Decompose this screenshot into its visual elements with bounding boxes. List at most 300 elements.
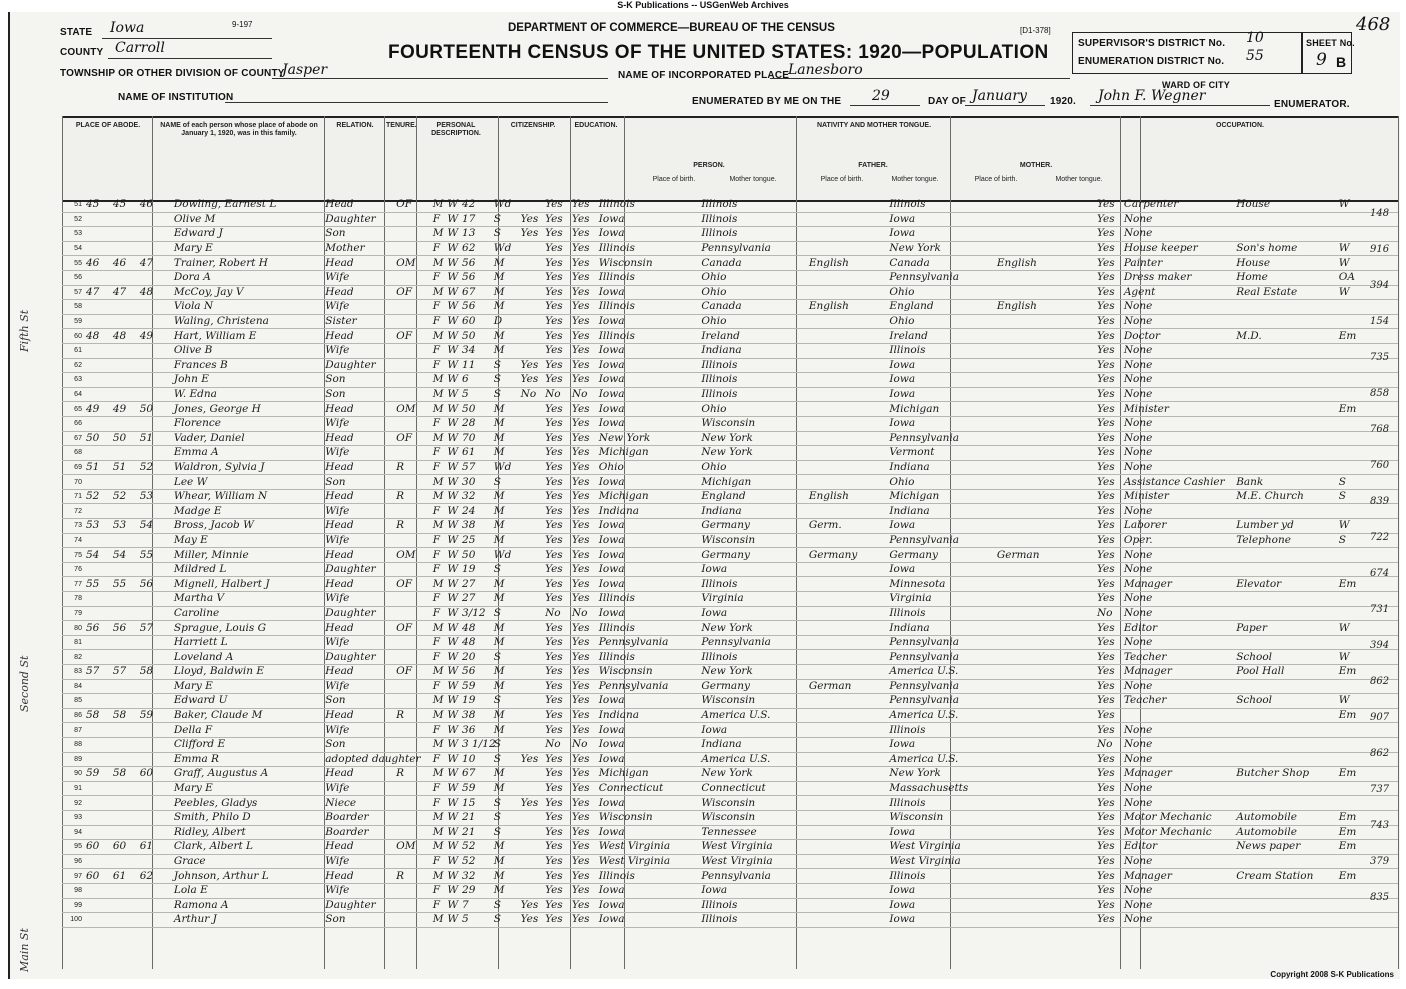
cell-eng: Yes [1095, 825, 1122, 840]
cell-visit [138, 825, 172, 840]
cell-cls: OA [1337, 270, 1398, 285]
cell-read: Yes [543, 592, 570, 607]
cell-mtongue [995, 679, 1095, 694]
cell-birth: Iowa [597, 796, 700, 811]
cell-eng: Yes [1095, 577, 1122, 592]
cell-visit [138, 592, 172, 607]
cell-ind [1234, 737, 1337, 752]
cell-eng: Yes [1095, 708, 1122, 723]
cell-sex: F [431, 898, 446, 913]
cell-ftongue [807, 723, 888, 738]
cell-family [111, 475, 138, 490]
cell-name: Clark, Albert L [172, 840, 323, 855]
margin-note: 835 [1370, 892, 1390, 903]
cell-ms: M [492, 504, 519, 519]
cell-ftongue [807, 869, 888, 884]
cell-cls: S [1337, 475, 1398, 490]
cell-eng: Yes [1095, 460, 1122, 475]
cell-birth: Illinois [597, 621, 700, 636]
cell-visit [138, 883, 172, 898]
cell-ms: S [492, 898, 519, 913]
cell-rel: Head [323, 329, 394, 344]
cell-read: No [543, 737, 570, 752]
sheet-label: SHEET No. [1306, 38, 1355, 48]
cell-sex: M [432, 475, 444, 488]
cell-mbirth: Pennsylvania [887, 533, 994, 548]
col-father-tongue: Mother tongue. [891, 176, 939, 183]
cell-mtongue [995, 913, 1095, 928]
cell-family [111, 504, 138, 519]
cell-mtongue: English [995, 300, 1095, 315]
cell-ind [1234, 416, 1337, 431]
cell-read: Yes [543, 460, 570, 475]
cell-name: Mary E [172, 781, 323, 796]
cell-race: W [447, 388, 459, 401]
cell-eng: Yes [1095, 752, 1122, 767]
cell-name: Ramona A [172, 898, 323, 913]
cell-dwelling [84, 825, 111, 840]
cell-mtongue [995, 373, 1095, 388]
cell-ftongue [807, 387, 888, 402]
cell-mbirth: Illinois [887, 869, 994, 884]
column-header [62, 116, 1398, 202]
cell-line: 66 [62, 416, 84, 431]
cell-ind [1234, 460, 1337, 475]
cell-dwelling [84, 446, 111, 461]
cell-ftongue [807, 227, 888, 242]
cell-mtongue [995, 329, 1095, 344]
cell-dwelling [84, 592, 111, 607]
col-citizenship: CITIZENSHIP. [510, 122, 556, 129]
cell-birth: Illinois [597, 300, 700, 315]
cell-mtongue [995, 460, 1095, 475]
cell-birth: Wisconsin [597, 665, 700, 680]
cell-tenure: R [394, 460, 431, 475]
cell-sex: M [432, 869, 444, 882]
cell-ftongue [807, 577, 888, 592]
cell-mbirth: Pennsylvania [887, 431, 994, 446]
cell-age: 52 [460, 854, 492, 869]
cell-line: 96 [62, 854, 84, 869]
cell-sch [519, 592, 543, 607]
cell-fbirth: Indiana [699, 504, 806, 519]
col-name: NAME of each person whose place of abode on January 1, 1920, was in this family. [160, 122, 318, 137]
cell-sex: M [432, 490, 444, 503]
cell-mtongue [995, 227, 1095, 242]
cell-visit: 51 [138, 431, 172, 446]
institution-label: NAME OF INSTITUTION [118, 92, 234, 103]
cell-occ: Assistance Cashier [1122, 475, 1234, 490]
cell-fbirth: Iowa [699, 562, 806, 577]
cell-cls: W [1337, 285, 1398, 300]
cell-write: Yes [570, 810, 597, 825]
cell-birth: West Virginia [597, 854, 700, 869]
cell-visit: 50 [138, 402, 172, 417]
cell-age: 30 [460, 475, 492, 490]
copyright-notice: Copyright 2008 S-K Publications [1270, 970, 1394, 979]
cell-fbirth: Michigan [699, 475, 806, 490]
cell-mtongue [995, 665, 1095, 680]
cell-age: 6 [460, 373, 492, 388]
cell-ms: M [492, 869, 519, 884]
cell-write: Yes [570, 373, 597, 388]
cell-ind [1234, 402, 1337, 417]
cell-rel: Wife [323, 781, 394, 796]
cell-cls: Em [1337, 840, 1398, 855]
margin-note: 737 [1370, 784, 1390, 795]
cell-ms: M [492, 635, 519, 650]
cell-ind: School [1234, 650, 1337, 665]
cell-name: Waldron, Sylvia J [172, 460, 323, 475]
cell-fbirth: West Virginia [699, 840, 806, 855]
cell-occ: None [1122, 562, 1234, 577]
cell-dwelling [84, 373, 111, 388]
supervisor-label: SUPERVISOR'S DISTRICT No. [1078, 38, 1226, 49]
cell-mbirth: Iowa [887, 883, 994, 898]
cell-ftongue [807, 431, 888, 446]
cell-birth: Iowa [597, 694, 700, 709]
cell-ms: M [492, 489, 519, 504]
cell-sch [519, 548, 543, 563]
cell-occ: Carpenter [1122, 198, 1234, 212]
cell-birth: Iowa [597, 752, 700, 767]
cell-race: W [447, 256, 459, 269]
cell-race: W [447, 811, 459, 824]
cell-fbirth: New York [699, 665, 806, 680]
place-value: Lanesboro [788, 62, 863, 78]
cell-tenure [394, 854, 431, 869]
cell-rel: Wife [323, 723, 394, 738]
cell-name: Caroline [172, 606, 323, 621]
cell-eng: Yes [1095, 489, 1122, 504]
cell-age: 38 [460, 708, 492, 723]
cell-line: 87 [62, 723, 84, 738]
cell-line: 95 [62, 840, 84, 855]
cell-ind: Automobile [1234, 825, 1337, 840]
cell-occ: None [1122, 343, 1234, 358]
cell-sex: M [432, 767, 444, 780]
cell-ind: Butcher Shop [1234, 767, 1337, 782]
cell-tenure: OM [394, 402, 431, 417]
cell-line: 54 [62, 241, 84, 256]
cell-sex: M [432, 738, 444, 751]
cell-eng: Yes [1095, 854, 1122, 869]
cell-mtongue [995, 898, 1095, 913]
cell-ftongue [807, 694, 888, 709]
cell-line: 86 [62, 708, 84, 723]
corner-number: 468 [1356, 14, 1391, 35]
cell-ms: S [492, 475, 519, 490]
cell-family [111, 825, 138, 840]
cell-occ: None [1122, 737, 1234, 752]
cell-write: Yes [570, 533, 597, 548]
cell-ftongue [807, 767, 888, 782]
cell-cls: Em [1337, 577, 1398, 592]
cell-mtongue [995, 840, 1095, 855]
margin-note: 760 [1370, 460, 1390, 471]
cell-read: Yes [543, 446, 570, 461]
cell-sch [519, 577, 543, 592]
cell-sex: M [432, 840, 444, 853]
cell-write: Yes [570, 592, 597, 607]
cell-dwelling [84, 227, 111, 242]
cell-visit [138, 679, 172, 694]
cell-dwelling: 60 [84, 840, 111, 855]
cell-write: Yes [570, 913, 597, 928]
cell-line: 94 [62, 825, 84, 840]
cell-sex: F [431, 270, 446, 285]
cell-fbirth: West Virginia [699, 854, 806, 869]
cell-dwelling [84, 781, 111, 796]
cell-birth: Iowa [597, 519, 700, 534]
cell-ms: D [492, 314, 519, 329]
cell-ftongue [807, 592, 888, 607]
table-row [62, 854, 1398, 869]
cell-rel: Son [323, 737, 394, 752]
cell-family: 58 [111, 767, 138, 782]
cell-occ: Dress maker [1122, 270, 1234, 285]
cell-write: Yes [570, 635, 597, 650]
cell-dwelling: 55 [84, 577, 111, 592]
table-row [62, 694, 1398, 709]
cell-ms: S [492, 562, 519, 577]
cell-sex: F [431, 883, 446, 898]
cell-rel: Son [323, 387, 394, 402]
margin-note: 743 [1370, 820, 1390, 831]
cell-mbirth: Pennsylvania [887, 635, 994, 650]
cell-race: W [447, 431, 459, 444]
cell-occ: None [1122, 796, 1234, 811]
cell-race: W [447, 709, 459, 722]
cell-sex: F [431, 358, 446, 373]
cell-sch [519, 256, 543, 271]
cell-mbirth: England [887, 300, 994, 315]
cell-ms: Wd [492, 241, 519, 256]
cell-ind: House [1234, 256, 1337, 271]
cell-ms: S [492, 752, 519, 767]
county-label: COUNTY [60, 47, 104, 58]
cell-visit [138, 475, 172, 490]
cell-ftongue [807, 898, 888, 913]
cell-mbirth: America U.S. [887, 708, 994, 723]
margin-note: 768 [1370, 424, 1390, 435]
cell-read: Yes [543, 300, 570, 315]
cell-sch: Yes [519, 796, 543, 811]
cell-ind [1234, 723, 1337, 738]
cell-ftongue [807, 329, 888, 344]
cell-family [111, 300, 138, 315]
cell-age: 50 [460, 402, 492, 417]
cell-visit [138, 650, 172, 665]
cell-age: 10 [460, 752, 492, 767]
cell-name: Arthur J [172, 913, 323, 928]
cell-race: W [447, 796, 459, 809]
cell-line: 73 [62, 519, 84, 534]
cell-line: 70 [62, 475, 84, 490]
cell-sch [519, 504, 543, 519]
cell-sex: F [431, 679, 446, 694]
cell-rel: Sister [323, 314, 394, 329]
cell-name: Mary E [172, 679, 323, 694]
cell-ms: M [492, 519, 519, 534]
cell-sch: Yes [519, 898, 543, 913]
col-tenure: TENURE. [386, 122, 417, 129]
cell-dwelling: 57 [84, 665, 111, 680]
cell-rel: Wife [323, 679, 394, 694]
cell-age: 3/12 [460, 606, 492, 621]
cell-sch [519, 883, 543, 898]
cell-mbirth: New York [887, 767, 994, 782]
census-table [62, 198, 1398, 928]
cell-line: 72 [62, 504, 84, 519]
cell-rel: Niece [323, 796, 394, 811]
cell-write: Yes [570, 402, 597, 417]
cell-name: Ridley, Albert [172, 825, 323, 840]
cell-read: Yes [543, 577, 570, 592]
cell-tenure [394, 475, 431, 490]
cell-line: 75 [62, 548, 84, 563]
margin-note: 735 [1370, 352, 1390, 363]
cell-fbirth: Illinois [699, 358, 806, 373]
cell-mbirth: Pennsylvania [887, 270, 994, 285]
cell-sex: F [431, 650, 446, 665]
cell-ms: S [492, 227, 519, 242]
cell-family: 53 [111, 519, 138, 534]
cell-fbirth: Wisconsin [699, 810, 806, 825]
cell-mtongue [995, 285, 1095, 300]
col-occupation: OCCUPATION. [1216, 122, 1264, 129]
table-row [62, 883, 1398, 898]
cell-write: Yes [570, 679, 597, 694]
cell-dwelling [84, 694, 111, 709]
cell-sex: M [432, 709, 444, 722]
cell-cls: Em [1337, 665, 1398, 680]
cell-dwelling: 54 [84, 548, 111, 563]
cell-sch [519, 285, 543, 300]
col-mother-tongue: Mother tongue. [1055, 176, 1103, 183]
cell-mbirth: Illinois [887, 723, 994, 738]
cell-occ: Editor [1122, 621, 1234, 636]
township-value: Jasper [282, 62, 328, 78]
cell-occ: None [1122, 854, 1234, 869]
cell-name: Johnson, Arthur L [172, 869, 323, 884]
cell-ftongue [807, 373, 888, 388]
cell-race: W [447, 636, 459, 649]
cell-rel: Daughter [323, 358, 394, 373]
cell-write: Yes [570, 460, 597, 475]
cell-age: 24 [460, 504, 492, 519]
cell-fbirth: Iowa [699, 723, 806, 738]
cell-read: Yes [543, 796, 570, 811]
cell-ind [1234, 854, 1337, 869]
cell-name: Vader, Daniel [172, 431, 323, 446]
cell-visit [138, 358, 172, 373]
margin-note: 154 [1370, 316, 1390, 327]
cell-cls: Em [1337, 869, 1398, 884]
cell-fbirth: America U.S. [699, 708, 806, 723]
cell-fbirth: Pennsylvania [699, 241, 806, 256]
sheet-suffix: B [1336, 54, 1347, 70]
cell-line: 83 [62, 665, 84, 680]
cell-age: 50 [460, 329, 492, 344]
cell-fbirth: New York [699, 446, 806, 461]
cell-write: Yes [570, 519, 597, 534]
cell-rel: Wife [323, 343, 394, 358]
cell-tenure [394, 723, 431, 738]
cell-rel: Head [323, 767, 394, 782]
cell-read: Yes [543, 810, 570, 825]
cell-age: 28 [460, 416, 492, 431]
cell-sex: M [432, 373, 444, 386]
table-row [62, 431, 1398, 446]
cell-fbirth: Wisconsin [699, 694, 806, 709]
cell-ind: M.E. Church [1234, 489, 1337, 504]
cell-rel: Head [323, 548, 394, 563]
cell-occ: None [1122, 373, 1234, 388]
cell-cls: W [1337, 694, 1398, 709]
cell-rel: Wife [323, 635, 394, 650]
cell-mtongue [995, 387, 1095, 402]
cell-family [111, 898, 138, 913]
cell-ftongue [807, 883, 888, 898]
cell-dwelling: 49 [84, 402, 111, 417]
cell-tenure: R [394, 519, 431, 534]
cell-sch [519, 300, 543, 315]
cell-occ [1122, 708, 1234, 723]
cell-eng: Yes [1095, 387, 1122, 402]
cell-fbirth: Pennsylvania [699, 635, 806, 650]
cell-sex: F [431, 460, 446, 475]
cell-birth: Pennsylvania [597, 635, 700, 650]
cell-dwelling: 47 [84, 285, 111, 300]
cell-age: 57 [460, 460, 492, 475]
cell-ind [1234, 431, 1337, 446]
cell-cls: W [1337, 241, 1398, 256]
cell-name: Jones, George H [172, 402, 323, 417]
cell-ms: M [492, 723, 519, 738]
table-row [62, 810, 1398, 825]
cell-rel: Wife [323, 270, 394, 285]
cell-ftongue [807, 708, 888, 723]
table-row [62, 212, 1398, 227]
cell-cls: W [1337, 256, 1398, 271]
cell-read: Yes [543, 198, 570, 212]
margin-note: 858 [1370, 388, 1390, 399]
cell-write: Yes [570, 854, 597, 869]
cell-cls [1337, 446, 1398, 461]
cell-name: Viola N [172, 300, 323, 315]
cell-sch: Yes [519, 212, 543, 227]
street-note-fifth: Fifth St [18, 309, 31, 352]
cell-eng: Yes [1095, 898, 1122, 913]
cell-birth: Illinois [597, 869, 700, 884]
cell-ind [1234, 446, 1337, 461]
cell-mbirth: Illinois [887, 343, 994, 358]
cell-ind [1234, 708, 1337, 723]
cell-mbirth: Ohio [887, 314, 994, 329]
cell-read: Yes [543, 329, 570, 344]
cell-race: W [447, 738, 459, 751]
cell-mtongue [995, 358, 1095, 373]
cell-race: W [447, 606, 459, 619]
cell-ind: Bank [1234, 475, 1337, 490]
cell-occ: None [1122, 358, 1234, 373]
cell-ind [1234, 548, 1337, 563]
cell-race: W [447, 752, 459, 765]
cell-occ: None [1122, 679, 1234, 694]
enumerated-label: ENUMERATED BY ME ON THE [692, 96, 842, 107]
cell-fbirth: Indiana [699, 737, 806, 752]
